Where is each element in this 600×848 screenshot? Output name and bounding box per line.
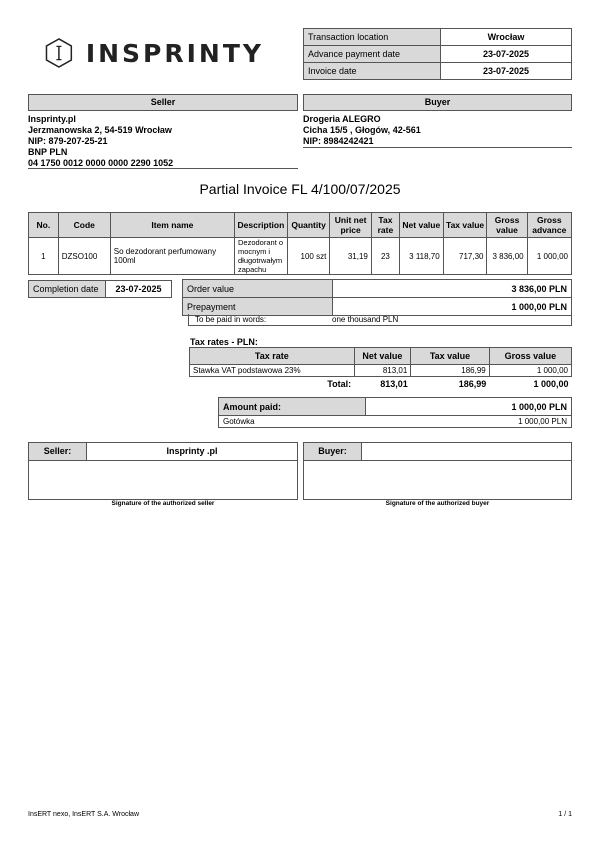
meta-value: 23-07-2025 <box>441 46 572 63</box>
buyer-signature-box <box>303 442 572 500</box>
meta-value: 23-07-2025 <box>441 63 572 80</box>
seller-section <box>28 94 298 169</box>
cell-no: 1 <box>29 238 59 275</box>
cell-gross-advance: 1 000,00 <box>527 238 571 275</box>
col-header: Description <box>235 213 288 238</box>
payment-method-value: 1 000,00 PLN <box>366 416 572 428</box>
seller-line: BNP PLN <box>28 147 68 157</box>
meta-value: Wrocław <box>441 29 572 46</box>
seller-line: Insprinty.pl <box>28 114 76 124</box>
col-header: Unit net price <box>330 213 372 238</box>
cell-tax-rate: 23 <box>371 238 399 275</box>
cell-quantity: 100 szt <box>287 238 330 275</box>
seller-line: 04 1750 0012 0000 0000 2290 1052 <box>28 158 174 168</box>
items-table <box>28 212 572 275</box>
table-row <box>190 365 572 377</box>
total-label: Total: <box>327 378 352 389</box>
col-header: Gross value <box>487 213 527 238</box>
payment-method: Gotówka <box>219 416 366 428</box>
amount-in-words <box>188 314 572 326</box>
completion-date-table <box>28 280 172 298</box>
tax-tax: 186,99 <box>411 365 489 377</box>
buyer-signature-caption: Signature of the authorized buyer <box>385 500 490 507</box>
prepayment-label: Prepayment <box>183 298 333 316</box>
cell-gross-value: 3 836,00 <box>487 238 527 275</box>
tax-net: 813,01 <box>354 365 411 377</box>
logo-wordmark: INSPRINTY <box>85 38 264 68</box>
buyer-signature-label: Buyer: <box>304 443 362 460</box>
meta-row <box>304 63 572 80</box>
prepayment-value: 1 000,00 PLN <box>333 298 572 316</box>
seller-details <box>28 111 298 169</box>
total-net: 813,01 <box>380 378 408 389</box>
buyer-header: Buyer <box>303 94 572 111</box>
cell-unit-price: 31,19 <box>330 238 372 275</box>
col-header: Code <box>58 213 110 238</box>
hexagon-logo-icon <box>44 34 74 72</box>
buyer-section <box>303 94 572 148</box>
table-row <box>29 238 572 275</box>
seller-signature-name: Insprinty .pl <box>166 446 218 456</box>
company-logo <box>44 32 264 74</box>
tax-rate-name: Stawka VAT podstawowa 23% <box>190 365 355 377</box>
seller-header: Seller <box>28 94 298 111</box>
items-header-row <box>29 213 572 238</box>
tax-rates-title: Tax rates - PLN: <box>190 337 258 347</box>
page-number: 1 / 1 <box>558 811 572 818</box>
col-header: Net value <box>399 213 443 238</box>
tax-rates-table <box>189 347 572 390</box>
tax-col-header: Tax rate <box>190 348 355 365</box>
buyer-line: NIP: 8984242421 <box>303 136 374 146</box>
order-value-table <box>182 279 572 316</box>
buyer-line: Cicha 15/5 , Głogów, 42-561 <box>303 125 421 135</box>
order-value: 3 836,00 PLN <box>333 280 572 298</box>
tax-total-row <box>190 377 572 391</box>
cell-description: Dezodorant o mocnym i długotrwałym zapachu <box>235 238 288 275</box>
seller-signature-caption: Signature of the authorized seller <box>111 500 215 507</box>
footer-left: InsERT nexo, InsERT S.A. Wrocław <box>28 811 140 818</box>
cell-code: DZSO100 <box>58 238 110 275</box>
col-header: Item name <box>110 213 234 238</box>
cell-net-value: 3 118,70 <box>399 238 443 275</box>
words-label: To be paid in words: <box>195 315 267 324</box>
col-header: Quantity <box>287 213 330 238</box>
invoice-meta-table <box>303 28 572 80</box>
meta-row <box>304 29 572 46</box>
tax-col-header: Tax value <box>411 348 489 365</box>
order-value-label: Order value <box>183 280 333 298</box>
meta-label: Transaction location <box>304 29 441 46</box>
seller-signature-box <box>28 442 298 500</box>
completion-label: Completion date <box>29 281 106 298</box>
cell-tax-value: 717,30 <box>443 238 487 275</box>
total-gross: 1 000,00 <box>533 378 569 389</box>
amount-paid-label: Amount paid: <box>219 398 366 416</box>
seller-line: NIP: 879-207-25-21 <box>28 136 108 146</box>
buyer-details <box>303 111 572 148</box>
tax-gross: 1 000,00 <box>489 365 571 377</box>
completion-value: 23-07-2025 <box>106 281 172 298</box>
tax-col-header: Net value <box>354 348 411 365</box>
invoice-title: Partial Invoice FL 4/100/07/2025 <box>199 181 401 197</box>
seller-line: Jerzmanowska 2, 54-519 Wrocław <box>28 125 172 135</box>
seller-signature-label: Seller: <box>29 443 87 460</box>
cell-item-name: So dezodorant perfumowany 100ml <box>110 238 234 275</box>
total-tax: 186,99 <box>458 378 487 389</box>
col-header: No. <box>29 213 59 238</box>
col-header: Tax rate <box>371 213 399 238</box>
buyer-line: Drogeria ALEGRO <box>303 114 381 124</box>
meta-label: Invoice date <box>304 63 441 80</box>
col-header: Tax value <box>443 213 487 238</box>
amount-paid-value: 1 000,00 PLN <box>366 398 572 416</box>
meta-label: Advance payment date <box>304 46 441 63</box>
col-header: Gross advance <box>527 213 571 238</box>
tax-col-header: Gross value <box>489 348 571 365</box>
meta-row <box>304 46 572 63</box>
words-value: one thousand PLN <box>332 315 399 324</box>
amount-paid-table <box>218 397 572 428</box>
